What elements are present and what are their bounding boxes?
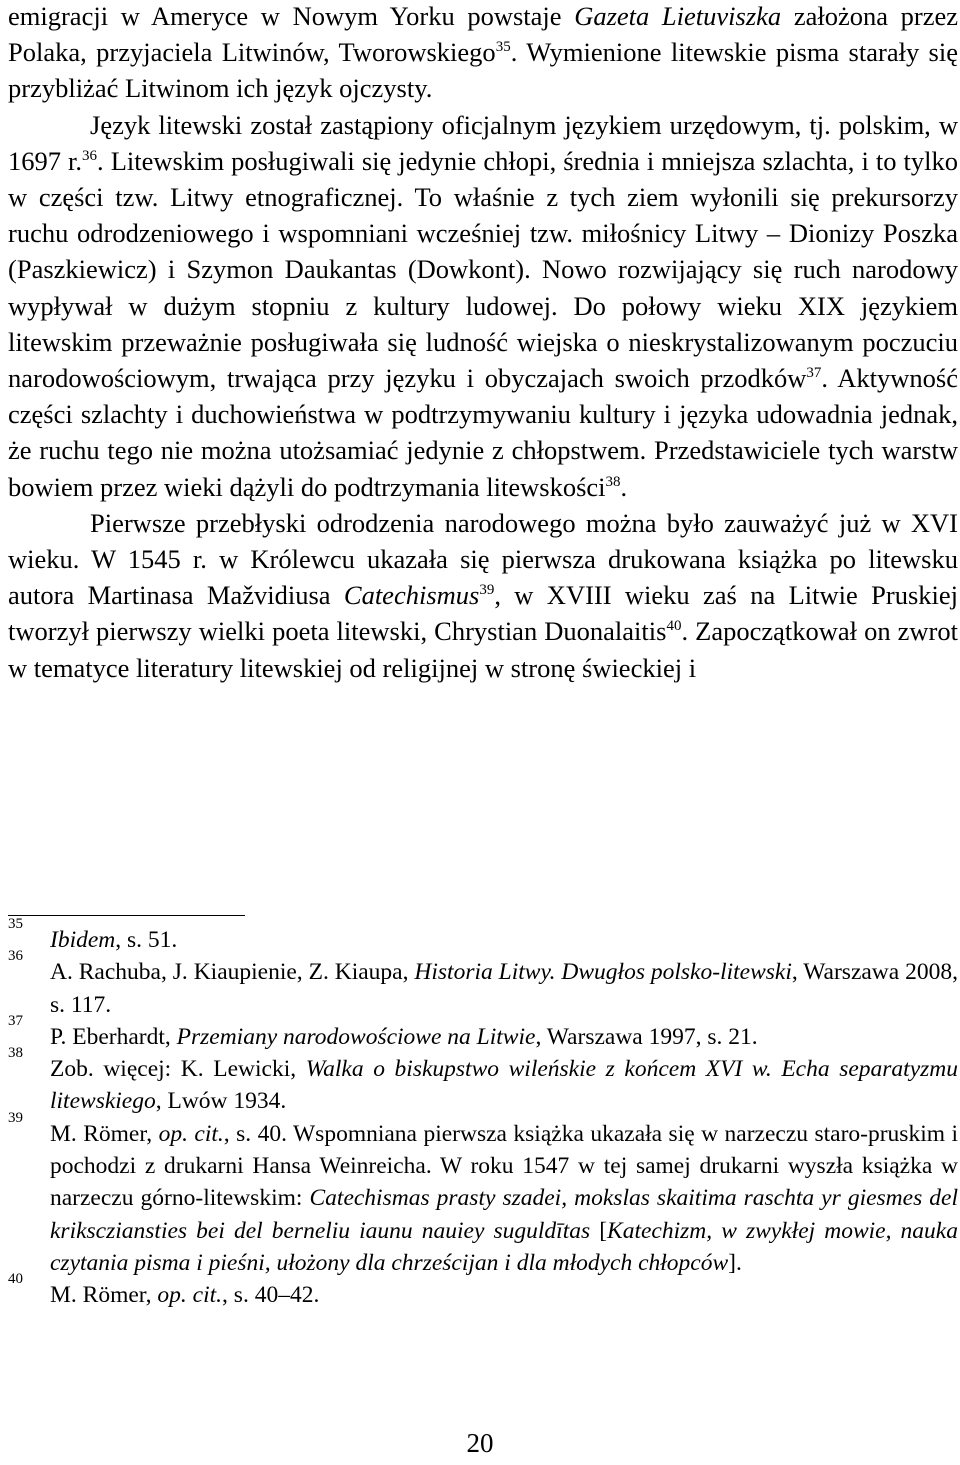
- footnotes: [8, 916, 959, 1312]
- footnote-ref: 40: [666, 618, 682, 635]
- footnote: [8, 1012, 958, 1053]
- footnote-text: [50, 924, 958, 956]
- italic-text: Walka o biskupstwo wileńskie z końcem XVI w. Echa separatyzmu litewskiego: [50, 1056, 959, 1115]
- text-run: M. Römer,: [50, 1282, 158, 1309]
- footnote-text: [50, 1118, 958, 1279]
- footnote: [8, 916, 958, 956]
- text-run: M. Römer,: [50, 1120, 159, 1147]
- text-run: Pierwsze przebłyski odrodzenia narodowego można było zauważyć już w XVI wieku. W 1545 r. w Królewcu ukazała się pierwsza drukowana książka po litewsku autora Martinasa Mažvidiusa: [8, 507, 958, 611]
- page-number: 20: [466, 1428, 494, 1458]
- footnote-number: 40: [8, 1271, 23, 1288]
- main-text: [8, 0, 958, 686]
- italic-text: op. cit.: [158, 1120, 224, 1147]
- footnote: [8, 1271, 958, 1311]
- italic-text: Przemiany narodowościowe na Litwie: [176, 1023, 536, 1050]
- footnote-text: [50, 1053, 958, 1118]
- text-run: założona przez Polaka, przyjaciela Litwinów, Tworowskiego: [8, 1, 958, 68]
- footnote-text: [50, 1021, 958, 1053]
- text-run: Język litewski został zastąpiony oficjalnym językiem urzędowym, tj. polskim, w 1697 r.: [8, 109, 958, 176]
- italic-text: Ibidem: [50, 927, 116, 953]
- text-run: . Litewskim posługiwali się jedynie chłopi, średnia i mniejsza szlachta, i to tylko w części tzw. Litwy etnograficznej. To właśnie z tych ziem wyłonili się prekursorzy ruchu odrodzeniowego i wspomniani wcześniej tzw. miłośnicy Litwy – Dionizy Poszka (Paszkiewicz) i Szymon Daukantas (Dowkont). Nowo rozwijający się ruch narodowy wypływał w dużym stopniu z kultury ludowej. Do połowy wieku XIX językiem litewskim przeważnie posługiwała się ludność wiejska o nieskrystalizowanym poczuciu narodowościowym, trwająca przy języku i obyczajach swoich przodków: [8, 145, 958, 394]
- footnote: [8, 1109, 958, 1279]
- footnote-ref: 38: [605, 473, 621, 490]
- footnote-text: [50, 1279, 958, 1311]
- footnote-ref: 37: [806, 365, 822, 382]
- text-run: , Warszawa 2008, s. 117.: [50, 959, 958, 1018]
- text-run: [: [590, 1217, 608, 1244]
- footnote-separator: [8, 915, 245, 916]
- footnote-number: 38: [8, 1045, 23, 1062]
- italic-text: Katechizm, w zwykłej mowie, nauka czytania pisma i pieśni, ułożony dla chrześcijan i dla młodych chłopców: [50, 1217, 958, 1276]
- italic-text: Catechismus: [343, 580, 480, 611]
- footnote-number: 35: [8, 916, 23, 932]
- text-run: P. Eberhardt,: [50, 1023, 177, 1050]
- text-run: emigracji w Ameryce w Nowym Yorku powstaje: [8, 1, 575, 31]
- text-run: ].: [728, 1249, 742, 1276]
- italic-text: op. cit.: [157, 1282, 223, 1309]
- text-run: .: [620, 471, 628, 502]
- italic-text: Gazeta Lietuviszka: [574, 1, 782, 31]
- text-run: . Zapoczątkował on zwrot w tematyce literatury litewskiej od religijnej w stronę świeckiej i: [8, 616, 958, 683]
- footnote-text: [50, 956, 958, 1021]
- text-run: , s. 51.: [115, 927, 178, 953]
- text-run: . Aktywność części szlachty i duchowieństwa w podtrzymywaniu kultury i języka udowadnia jednak, że ruchu tego nie można utożsamiać jedynie z chłopstwem. Przedstawiciele tych warstw bowiem przez wieki dążyli do podtrzymania litewskości: [8, 363, 958, 502]
- text-run: . Wymienione litewskie pisma starały się przybliżać Litwinom ich język ojczysty.: [8, 37, 958, 104]
- text-run: , Warszawa 1997, s. 21.: [535, 1023, 758, 1050]
- footnote: [8, 1045, 959, 1118]
- text-run: Zob. więcej: K. Lewicki,: [50, 1056, 306, 1083]
- page: [8, 0, 958, 686]
- text-run: , s. 40–42.: [222, 1282, 320, 1309]
- paragraph: [8, 107, 958, 505]
- footnote: [8, 948, 958, 1021]
- text-run: , Lwów 1934.: [155, 1088, 287, 1115]
- text-run: , s. 40. Wspomniana pierwsza książka ukazała się w narzeczu staro-pruskim i pochodzi z drukarni Hansa Weinreicha. W roku 1547 w tej samej drukarni wyszła książka w narzeczu górno-litewskim:: [50, 1120, 958, 1212]
- paragraph: [8, 0, 958, 107]
- paragraph: [8, 505, 958, 686]
- italic-text: Historia Litwy. Dwugłos polsko-litewski: [414, 959, 792, 986]
- text-run: A. Rachuba, J. Kiaupienie, Z. Kiaupa,: [50, 959, 415, 986]
- footnote-number: 36: [8, 948, 23, 965]
- italic-text: Catechismas prasty szadei, mokslas skaitima raschta yr giesmes del krikscziansties bei del berneliu iaunu nauiey suguldītas: [50, 1185, 958, 1244]
- footnote-ref: 36: [82, 147, 98, 164]
- footnote-number: 37: [8, 1012, 23, 1029]
- footnote-ref: 35: [495, 39, 511, 56]
- text-run: , w XVIII wieku zaś na Litwie Pruskiej tworzył pierwszy wielki poeta litewski, Chrystian Duonalaitis: [8, 580, 958, 647]
- footnote-ref: 39: [479, 582, 495, 599]
- footnote-number: 39: [8, 1109, 23, 1126]
